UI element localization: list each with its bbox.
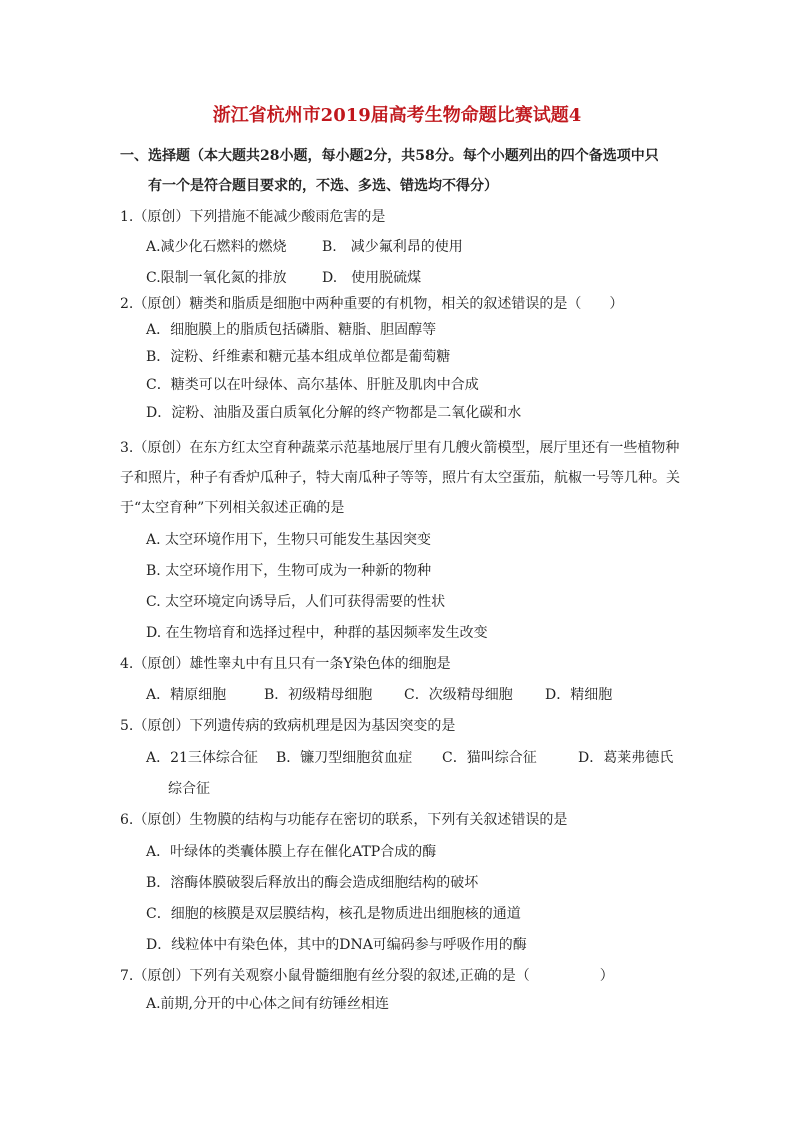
question-3-option-c: C. 太空环境定向诱导后，人们可获得需要的性状 — [146, 594, 446, 610]
question-5-option-d: D．葛莱弗德氏 — [578, 750, 674, 766]
question-2-stem: 2.（原创）糖类和脂质是细胞中两种重要的有机物，相关的叙述错误的是（ ） — [120, 296, 624, 312]
question-6-option-b: B．溶酶体膜破裂后释放出的酶会造成细胞结构的破坏 — [146, 875, 479, 891]
question-2-option-b: B．淀粉、纤维素和糖元基本组成单位都是葡萄糖 — [146, 349, 451, 365]
question-3-option-b: B. 太空环境作用下，生物可成为一种新的物种 — [146, 563, 432, 579]
question-5-option-d-continued: 综合征 — [168, 781, 210, 797]
question-7-option-a: A.前期,分开的中心体之间有纺锤丝相连 — [146, 996, 390, 1012]
question-3-stem-line-3: 于“太空育种”下列相关叙述正确的是 — [120, 500, 345, 516]
question-4-stem: 4.（原创）雄性睾丸中有且只有一条Y染色体的细胞是 — [120, 656, 451, 672]
question-5-option-a: A．21三体综合征 — [146, 750, 258, 766]
question-6-stem: 6.（原创）生物膜的结构与功能存在密切的联系，下列有关叙述错误的是 — [120, 812, 568, 828]
question-4-option-d: D．精细胞 — [545, 687, 613, 703]
question-2-option-a: A．细胞膜上的脂质包括磷脂、糖脂、胆固醇等 — [146, 322, 437, 338]
question-6-option-c: C．细胞的核膜是双层膜结构，核孔是物质进出细胞核的通道 — [146, 906, 521, 922]
question-6-option-d: D．线粒体中有染色体，其中的DNA可编码参与呼吸作用的酶 — [146, 937, 527, 953]
question-5-stem: 5.（原创）下列遗传病的致病机理是因为基因突变的是 — [120, 718, 456, 734]
question-4-option-b: B．初级精母细胞 — [264, 687, 373, 703]
question-2-option-c: C．糖类可以在叶绿体、高尔基体、肝脏及肌肉中合成 — [146, 377, 479, 393]
question-3-stem-line-1: 3.（原创）在东方红太空育种蔬菜示范基地展厅里有几艘火箭模型，展厅里还有一些植物种 — [120, 440, 680, 456]
question-1-stem: 1.（原创）下列措施不能减少酸雨危害的是 — [120, 209, 386, 225]
question-1-option-c: C.限制一氧化氮的排放 — [146, 270, 287, 286]
question-3-option-d: D. 在生物培育和选择过程中，种群的基因频率发生改变 — [146, 625, 488, 641]
section-heading-line-2: 有一个是符合题目要求的，不选、多选、错选均不得分） — [148, 178, 498, 194]
question-5-option-b: B．镰刀型细胞贫血症 — [276, 750, 413, 766]
question-5-option-c: C．猫叫综合征 — [442, 750, 537, 766]
question-1-option-b: B. 减少氟利昂的使用 — [322, 239, 463, 255]
question-4-option-c: C．次级精母细胞 — [404, 687, 513, 703]
question-4-option-a: A．精原细胞 — [146, 687, 227, 703]
question-1-option-a: A.减少化石燃料的燃烧 — [146, 239, 287, 255]
page-title: 浙江省杭州市2019届高考生物命题比赛试题4 — [212, 105, 582, 126]
question-3-option-a: A. 太空环境作用下，生物只可能发生基因突变 — [146, 532, 432, 548]
section-heading-line-1: 一、选择题（本大题共28小题，每小题2分，共58分。每个小题列出的四个备选项中只 — [120, 148, 659, 164]
question-2-option-d: D．淀粉、油脂及蛋白质氧化分解的终产物都是二氧化碳和水 — [146, 405, 522, 421]
question-3-stem-line-2: 子和照片，种子有香炉瓜种子，特大南瓜种子等等，照片有太空蛋茄，航椒一号等几种。关 — [120, 470, 680, 486]
question-6-option-a: A．叶绿体的类囊体膜上存在催化ATP合成的酶 — [146, 844, 437, 860]
question-1-option-d: D. 使用脱硫煤 — [322, 270, 422, 286]
question-7-stem: 7.（原创）下列有关观察小鼠骨髓细胞有丝分裂的叙述,正确的是（ ） — [120, 968, 614, 984]
